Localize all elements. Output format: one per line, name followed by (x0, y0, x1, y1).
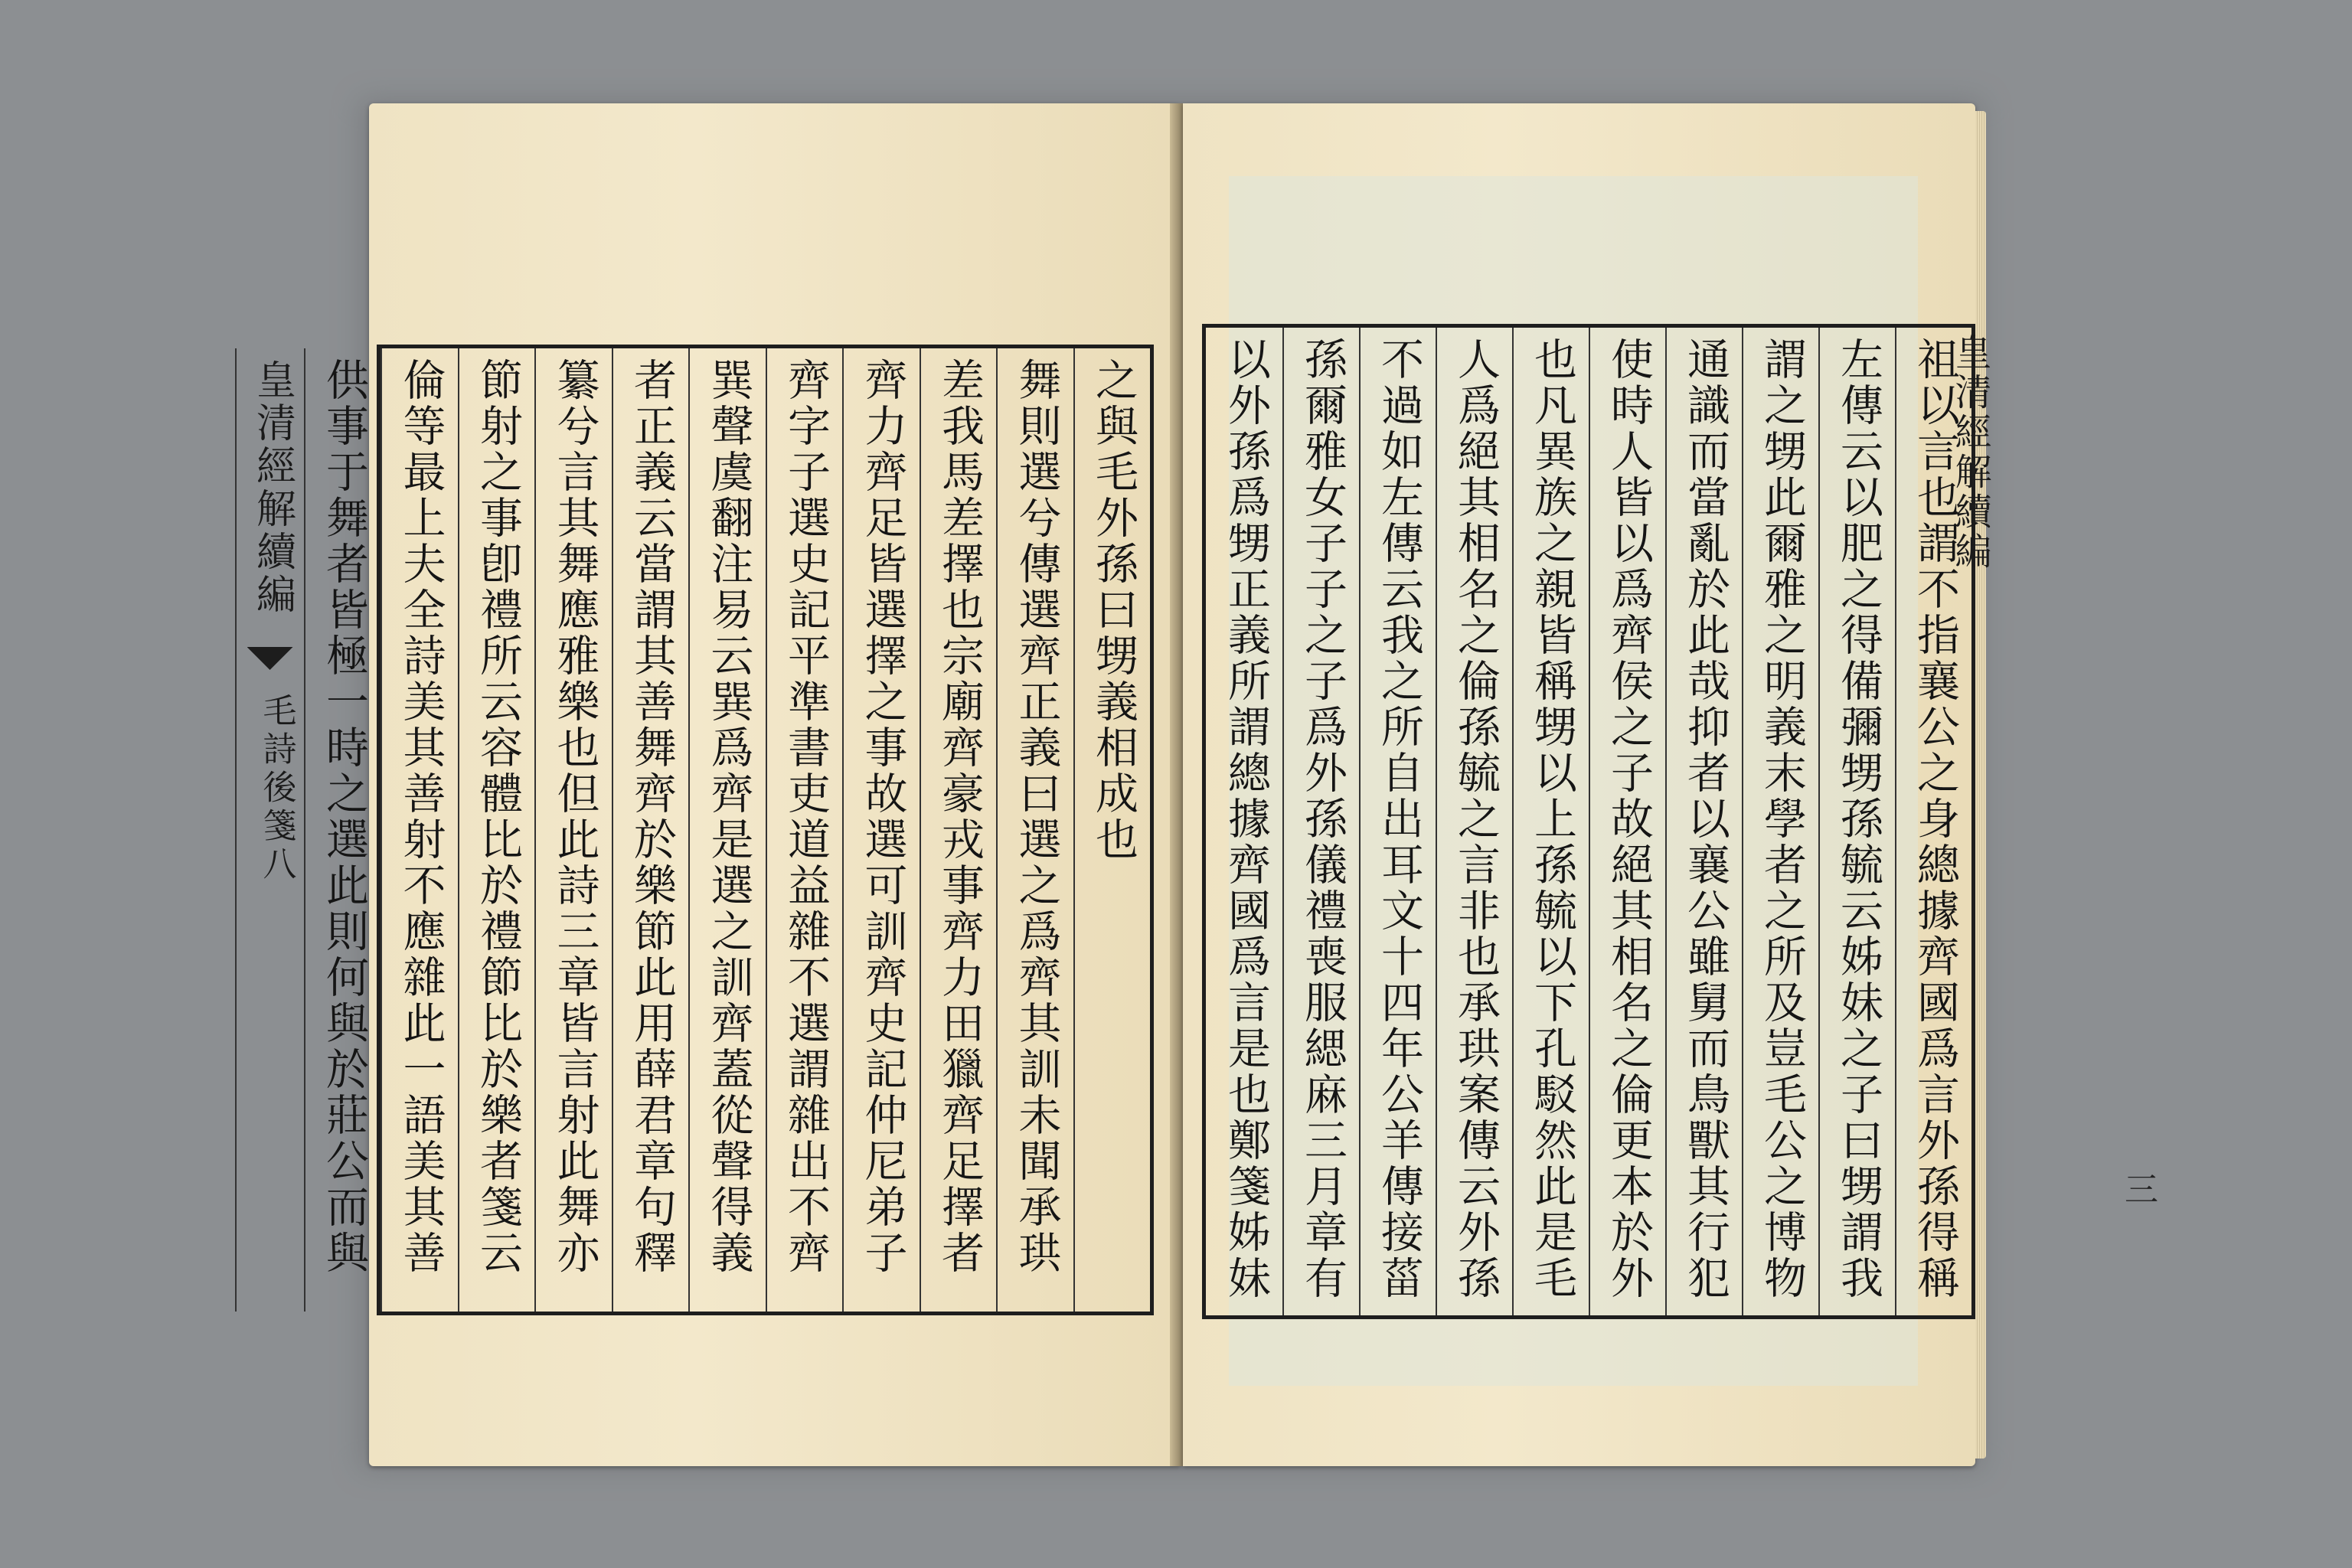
text-column: 以外孫爲甥正義所謂總據齊國爲言是也鄭箋姊妹 (1221, 337, 1271, 1302)
text-column: 通識而當亂於此哉抑者以襄公雖舅而鳥獸其行犯 (1665, 328, 1742, 1315)
banxin-section: 毛詩後箋八 (256, 693, 296, 884)
text-column: 節射之事卽禮所云容體比於禮節比於樂者箋云 (458, 348, 535, 1312)
text-column: 不過如左傳云我之所自出耳文十四年公羊傳接菑 (1359, 328, 1436, 1315)
text-column: 差我馬差擇也宗廟齊豪戎事齊力田獵齊足擇者 (920, 348, 997, 1312)
page-number: 三 (2118, 1171, 2158, 1205)
right-page (1183, 103, 1991, 1466)
text-column: 也凡異族之親皆稱甥以上孫毓以下孔駁然此是毛 (1512, 328, 1589, 1315)
left-banxin (235, 348, 304, 1312)
left-page (249, 103, 1181, 1466)
text-column: 倫等最上夫全詩美其善射不應雜此一語美其善 (381, 348, 458, 1312)
left-page-columns (249, 348, 1150, 1312)
text-column: 纂兮言其舞應雅樂也但此詩三章皆言射此舞亦 (534, 348, 612, 1312)
text-column: 謂之甥此爾雅之明義末學者之所及豈毛公之博物 (1742, 328, 1818, 1315)
text-column: 齊字子選史記平準書吏道益雜不選謂雜出不齊 (766, 348, 843, 1312)
text-column: 左傳云以肥之得備彌甥孫毓云姊妹之子曰甥謂我 (1818, 328, 1895, 1315)
text-column: 者正義云當謂其善舞齊於樂節此用薛君章句釋 (612, 348, 689, 1312)
right-page-columns (1206, 328, 1971, 1315)
text-column: 孫爾雅女子子之子爲外孫儀禮喪服緦麻三月章有 (1282, 328, 1359, 1315)
banxin-title: 皇清經解續編 (1949, 333, 1991, 572)
text-column: 祖以言也謂不指襄公之身總據齊國爲言外孫得稱 (1895, 328, 1971, 1315)
text-column: 之與毛外孫曰甥義相成也 (1073, 348, 1151, 1312)
right-page-text-frame (1202, 324, 1975, 1319)
text-column: 供事于舞者皆極一時之選此則何與於莊公而與 (304, 348, 381, 1312)
banxin-title: 皇清經解續編 (249, 359, 296, 616)
text-column: 人爲絕其相名之倫孫毓之言非也承珙案傳云外孫 (1436, 328, 1512, 1315)
left-page-text-frame (249, 345, 1154, 1315)
page-stack-edge (1975, 111, 1986, 1459)
text-column: 使時人皆以爲齊侯之子故絕其相名之倫更本於外 (1589, 328, 1665, 1315)
text-column: 齊力齊足皆選擇之事故選可訓齊史記仲尼弟子 (842, 348, 920, 1312)
text-column: 舞則選兮傳選齊正義曰選之爲齊其訓未聞承珙 (996, 348, 1073, 1312)
text-column: 巽聲虞翻注易云巽爲齊是選之訓齊蓋從聲得義 (688, 348, 766, 1312)
fish-tail-mark-icon (247, 647, 293, 670)
right-banxin-edge (1941, 103, 1991, 1466)
